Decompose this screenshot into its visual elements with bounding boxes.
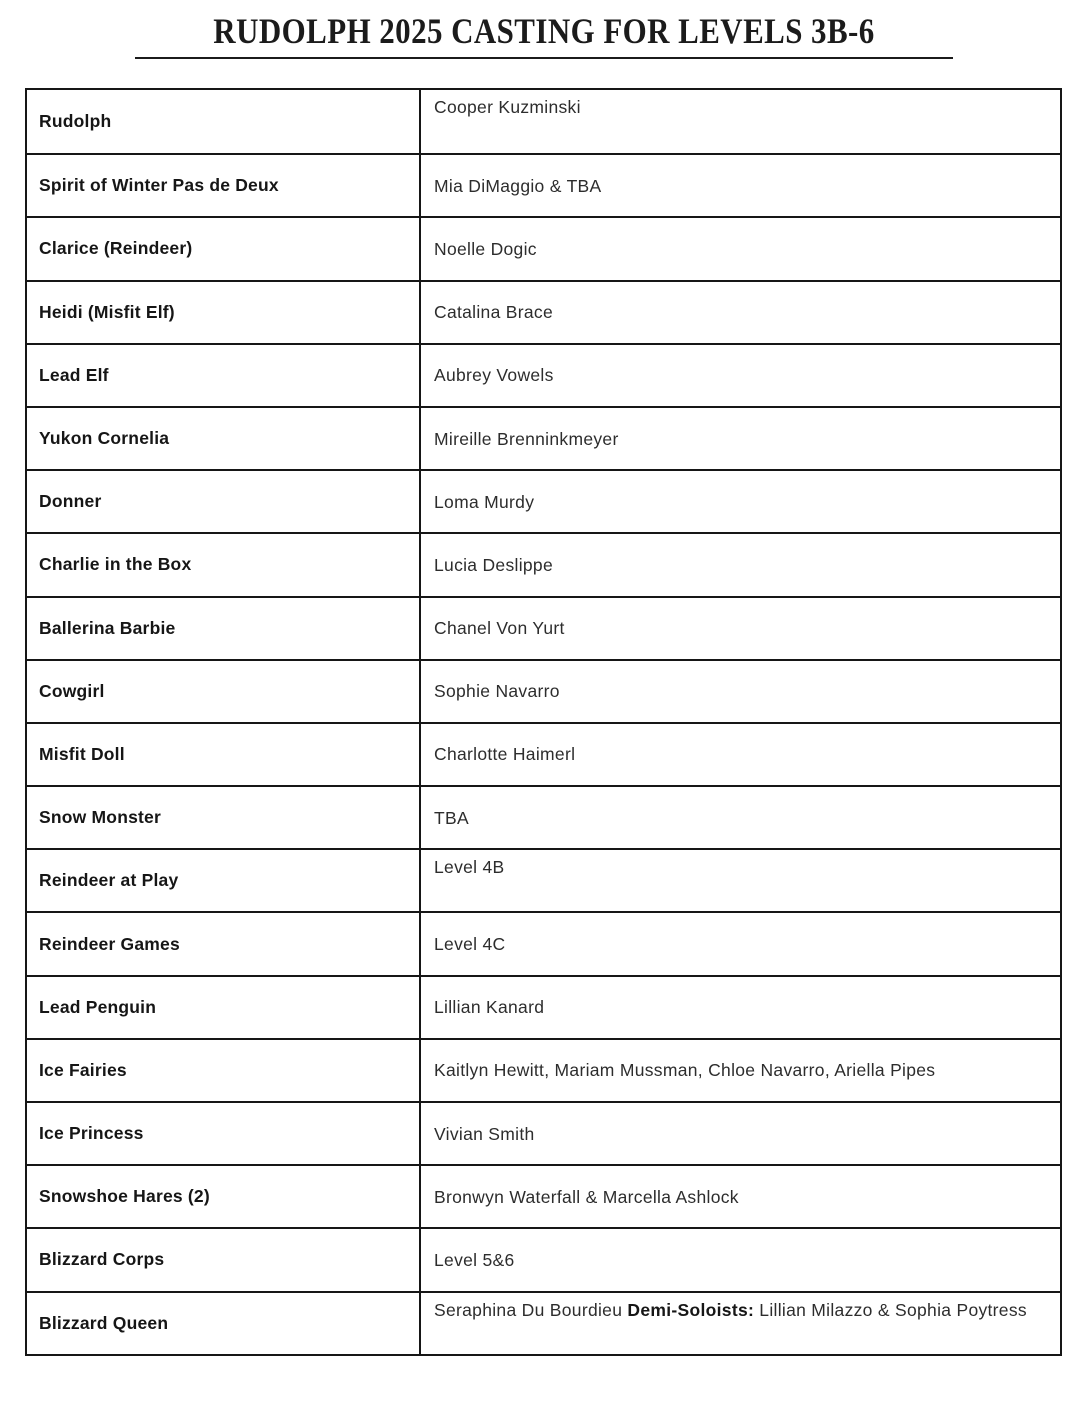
cast-cell <box>421 1293 1060 1354</box>
table-row <box>27 1291 1060 1354</box>
role-cell <box>27 534 421 595</box>
cast-cell <box>421 155 1060 216</box>
cast-segment: Chanel Von Yurt <box>434 618 565 639</box>
table-row <box>27 848 1060 911</box>
table-row <box>27 659 1060 722</box>
cast-segment: Level 4B <box>434 857 505 878</box>
cast-text <box>434 1243 515 1277</box>
cast-cell <box>421 977 1060 1038</box>
role-cell <box>27 345 421 406</box>
cast-segment: Lillian Milazzo & Sophia Poytress <box>754 1299 1027 1320</box>
cast-text <box>434 611 565 645</box>
cast-cell <box>421 471 1060 532</box>
cast-text <box>434 850 505 884</box>
page-title: RUDOLPH 2025 CASTING FOR LEVELS 3B-6 <box>213 11 875 51</box>
role-cell <box>27 787 421 848</box>
table-row <box>27 216 1060 279</box>
cast-segment: Mireille Brenninkmeyer <box>434 428 619 449</box>
role-cell <box>27 661 421 722</box>
role-cell <box>27 408 421 469</box>
role-label: Ballerina Barbie <box>39 617 176 638</box>
table-row <box>27 785 1060 848</box>
cast-segment: Lucia Deslippe <box>434 554 553 575</box>
cast-cell <box>421 282 1060 343</box>
casting-table <box>25 88 1062 1356</box>
role-label: Snow Monster <box>39 807 161 828</box>
cast-bold-segment: Demi-Soloists: <box>627 1299 755 1320</box>
cast-text <box>434 548 553 582</box>
cast-text <box>434 801 469 835</box>
cast-cell <box>421 724 1060 785</box>
cast-text <box>434 1293 1027 1327</box>
role-cell <box>27 850 421 911</box>
cast-text <box>434 485 534 519</box>
role-label: Rudolph <box>39 111 112 132</box>
role-cell <box>27 218 421 279</box>
role-label: Misfit Doll <box>39 743 125 764</box>
role-cell <box>27 598 421 659</box>
cast-text <box>434 1053 935 1087</box>
table-row <box>27 1101 1060 1164</box>
title-underline <box>135 57 953 59</box>
cast-segment: Kaitlyn Hewitt, Mariam Mussman, Chloe Navarro, Ariella Pipes <box>434 1060 936 1081</box>
cast-cell <box>421 913 1060 974</box>
cast-text <box>434 674 560 708</box>
cast-text <box>434 358 554 392</box>
table-row <box>27 343 1060 406</box>
cast-segment: Noelle Dogic <box>434 238 537 259</box>
cast-segment: TBA <box>434 807 469 828</box>
role-label: Donner <box>39 491 102 512</box>
role-label: Ice Princess <box>39 1123 144 1144</box>
role-label: Lead Elf <box>39 364 109 385</box>
cast-segment: Lillian Kanard <box>434 997 545 1018</box>
role-cell <box>27 913 421 974</box>
cast-segment: Level 5&6 <box>434 1249 515 1270</box>
role-label: Lead Penguin <box>39 996 157 1017</box>
table-row <box>27 280 1060 343</box>
cast-segment: Loma Murdy <box>434 491 535 512</box>
cast-segment: Vivian Smith <box>434 1123 535 1144</box>
table-row <box>27 1164 1060 1227</box>
cast-cell <box>421 1166 1060 1227</box>
cast-cell <box>421 345 1060 406</box>
cast-cell <box>421 598 1060 659</box>
cast-text <box>434 1180 739 1214</box>
role-label: Reindeer at Play <box>39 870 179 891</box>
cast-text <box>434 90 581 124</box>
role-cell <box>27 1293 421 1354</box>
cast-segment: Charlotte Haimerl <box>434 744 576 765</box>
table-row <box>27 596 1060 659</box>
cast-text <box>434 295 553 329</box>
role-label: Reindeer Games <box>39 933 180 954</box>
role-label: Ice Fairies <box>39 1059 127 1080</box>
cast-cell <box>421 1229 1060 1290</box>
role-label: Charlie in the Box <box>39 554 192 575</box>
document-header <box>0 0 1088 59</box>
cast-segment: Seraphina Du Bourdieu <box>434 1299 628 1320</box>
role-label: Blizzard Corps <box>39 1249 165 1270</box>
cast-cell <box>421 90 1060 153</box>
cast-cell <box>421 1103 1060 1164</box>
cast-text <box>434 169 602 203</box>
role-cell <box>27 1040 421 1101</box>
cast-text <box>434 990 544 1024</box>
role-cell <box>27 471 421 532</box>
role-cell <box>27 1166 421 1227</box>
table-row <box>27 975 1060 1038</box>
table-row <box>27 1227 1060 1290</box>
cast-cell <box>421 661 1060 722</box>
role-label: Yukon Cornelia <box>39 428 170 449</box>
cast-cell <box>421 218 1060 279</box>
cast-cell <box>421 850 1060 911</box>
role-cell <box>27 724 421 785</box>
role-cell <box>27 1229 421 1290</box>
role-label: Cowgirl <box>39 680 105 701</box>
role-cell <box>27 90 421 153</box>
table-row <box>27 90 1060 153</box>
table-row <box>27 469 1060 532</box>
cast-cell <box>421 408 1060 469</box>
cast-segment: Level 4C <box>434 934 506 955</box>
role-label: Heidi (Misfit Elf) <box>39 301 175 322</box>
cast-segment: Cooper Kuzminski <box>434 97 581 117</box>
cast-segment: Bronwyn Waterfall & Marcella Ashlock <box>434 1186 739 1207</box>
cast-segment: Sophie Navarro <box>434 681 560 702</box>
cast-cell <box>421 534 1060 595</box>
role-cell <box>27 282 421 343</box>
cast-text <box>434 737 575 771</box>
cast-cell <box>421 1040 1060 1101</box>
role-label: Clarice (Reindeer) <box>39 238 193 259</box>
cast-segment: Catalina Brace <box>434 302 553 323</box>
role-cell <box>27 977 421 1038</box>
table-row <box>27 406 1060 469</box>
role-label: Blizzard Queen <box>39 1312 169 1333</box>
role-cell <box>27 1103 421 1164</box>
role-label: Snowshoe Hares (2) <box>39 1186 210 1207</box>
cast-segment: Aubrey Vowels <box>434 365 554 386</box>
table-row <box>27 1038 1060 1101</box>
role-label: Spirit of Winter Pas de Deux <box>39 175 279 196</box>
cast-text <box>434 232 537 266</box>
cast-text <box>434 422 619 456</box>
table-row <box>27 722 1060 785</box>
table-row <box>27 153 1060 216</box>
table-row <box>27 911 1060 974</box>
cast-cell <box>421 787 1060 848</box>
cast-text <box>434 927 505 961</box>
cast-segment: Mia DiMaggio & TBA <box>434 175 602 196</box>
table-row <box>27 532 1060 595</box>
role-cell <box>27 155 421 216</box>
cast-text <box>434 1117 535 1151</box>
